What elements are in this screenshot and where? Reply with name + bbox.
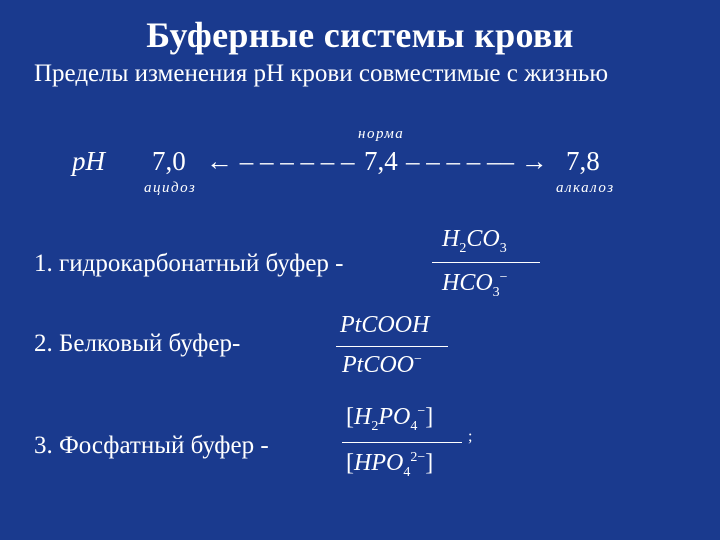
buffer-2-formula xyxy=(336,310,451,390)
slide-subtitle: Пределы изменения рН крови совместимые с жизнью xyxy=(34,60,609,87)
buffer-3-suffix: ; xyxy=(468,428,473,445)
buffer-1-denominator: $HCO_3^-$ xyxy=(442,270,508,300)
buffer-3-numerator: $[H_2PO_4^-]$ xyxy=(346,404,434,434)
slide-title: Буферные системы крови xyxy=(146,15,574,55)
left-arrow: ← – – – – – – xyxy=(206,146,355,176)
buffer-1-formula xyxy=(432,224,542,304)
buffer-3-denominator: $[HPO_4^{2-}]$ xyxy=(346,450,434,480)
ph-mid-value: 7,4 xyxy=(364,146,398,176)
buffer-2-denominator: PtCOO− xyxy=(342,352,422,378)
buffer-3-fraction-bar xyxy=(342,442,462,443)
buffer-2-numerator: PtCOOH xyxy=(340,312,430,338)
ph-high-value: 7,8 xyxy=(566,146,600,176)
ph-low-value: 7,0 xyxy=(152,146,186,176)
ph-label: pH xyxy=(72,146,105,176)
acidosis-label: ацидоз xyxy=(144,180,197,196)
norm-label: норма xyxy=(358,126,405,142)
alkalosis-label: алкалоз xyxy=(556,180,615,196)
buffer-2-fraction-bar xyxy=(336,346,448,347)
buffer-3-formula xyxy=(342,400,492,490)
buffer-1-numerator: $H_2CO_3$ xyxy=(442,226,507,256)
buffer-1-fraction-bar xyxy=(432,262,540,263)
buffer-3-label: 3. Фосфатный буфер - xyxy=(34,432,269,459)
buffer-1-label: 1. гидрокарбонатный буфер - xyxy=(34,250,344,277)
buffer-2-label: 2. Белковый буфер- xyxy=(34,330,241,357)
right-arrow: – – – – –– → xyxy=(406,146,548,176)
